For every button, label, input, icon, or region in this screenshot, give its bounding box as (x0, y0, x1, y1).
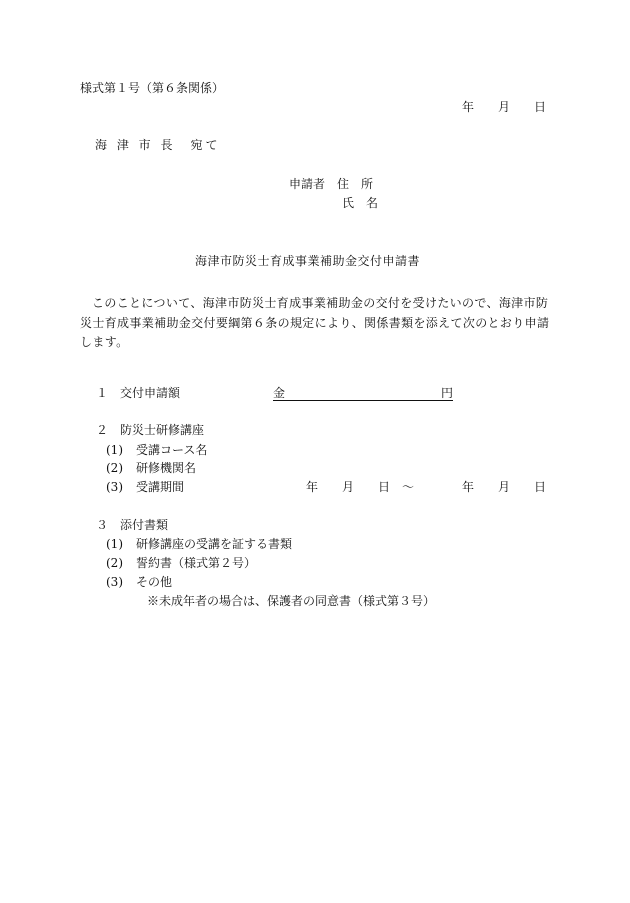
item-number: (2) (106, 461, 123, 475)
item-number: (3) (106, 480, 123, 494)
section-1-heading (96, 387, 180, 399)
item-number: (1) (106, 537, 123, 551)
list-item (106, 557, 256, 569)
item-label: その他 (136, 575, 173, 589)
section-3-label: 添付書類 (120, 518, 169, 532)
section-2-label: 防災士研修講座 (120, 423, 205, 437)
addressee: 海 津 市 長 宛て (95, 138, 221, 152)
period-date-range: 年 月 日 ～ 年 月 日 (306, 480, 547, 494)
form-number: 様式第１号（第６条関係） (80, 81, 225, 95)
section-3-heading (96, 519, 168, 531)
item-label: 誓約書（様式第２号） (136, 556, 257, 570)
item-number: (2) (106, 556, 123, 570)
list-item (106, 462, 196, 474)
date-line: 年 月 日 (462, 100, 547, 114)
list-item (106, 538, 292, 550)
list-item (106, 481, 184, 493)
document-title: 海津市防災士育成事業補助金交付申請書 (195, 254, 421, 268)
item-label: 研修機関名 (136, 461, 197, 475)
body-paragraph: このことについて、海津市防災士育成事業補助金の交付を受けたいので、海津市防災士育成事業補助金交付要綱第６条の規定により、関係書類を添えて次のとおり申請します。 (80, 296, 550, 349)
section-2-heading (96, 424, 204, 436)
amount-prefix: 金 (273, 386, 286, 400)
section-1-number: １ (96, 386, 109, 400)
applicant-name-label: 氏 名 (342, 196, 379, 210)
item-number: (1) (106, 443, 123, 457)
item-number: (3) (106, 575, 123, 589)
applicant-address-label: 申請者 住 所 (289, 177, 374, 191)
item-label: 研修講座の受講を証する書類 (136, 537, 293, 551)
section-1-label: 交付申請額 (120, 386, 181, 400)
section-3-number: ３ (96, 518, 109, 532)
section-2-number: ２ (96, 423, 109, 437)
amount-field[interactable] (273, 387, 453, 401)
amount-suffix: 円 (440, 386, 453, 400)
attachment-note: ※未成年者の場合は、保護者の同意書（様式第３号） (147, 594, 436, 608)
list-item (106, 576, 172, 588)
item-label: 受講コース名 (136, 443, 208, 457)
list-item (106, 444, 207, 456)
item-label: 受講期間 (136, 480, 185, 494)
